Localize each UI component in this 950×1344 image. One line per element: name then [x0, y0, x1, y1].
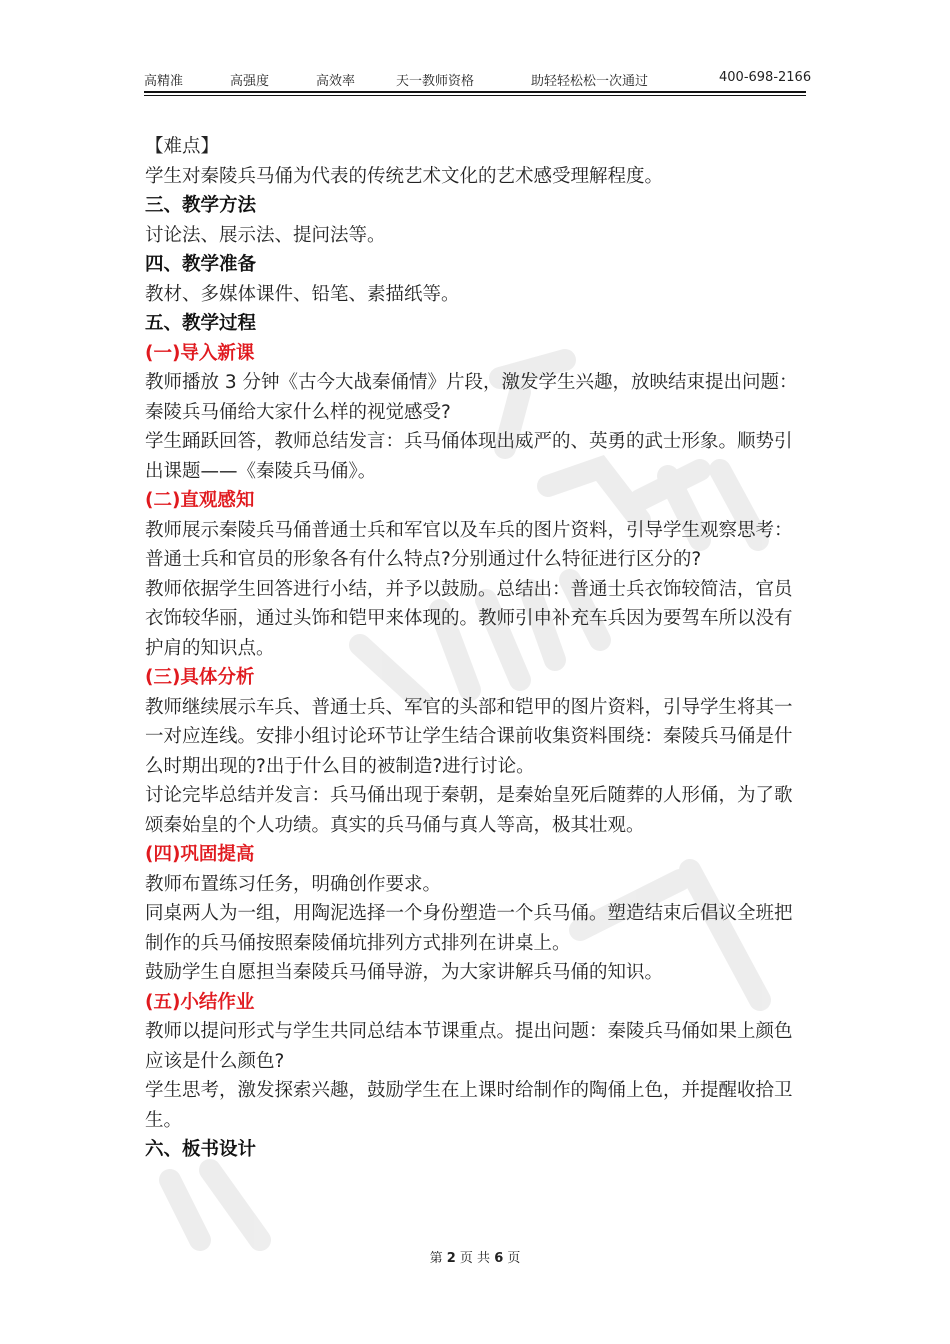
paragraph-line: 鼓励学生自愿担当秦陵兵马俑导游，为大家讲解兵马俑的知识。: [145, 962, 664, 983]
paragraph-line: 学生思考，激发探索兴趣，鼓励学生在上课时给制作的陶俑上色，并提醒收拾卫: [145, 1080, 793, 1101]
paragraph-line: 么时期出现的?出于什么目的被制造?进行讨论。: [145, 755, 535, 777]
section-teaching-prep-text: 教材、多媒体课件、铅笔、素描纸等。: [145, 283, 460, 305]
subsection-perception-title: (二)直观感知: [145, 490, 255, 511]
paragraph-line: 出课题——《秦陵兵马俑》。: [145, 460, 377, 482]
paragraph-line: 教师继续展示车兵、普通士兵、军官的头部和铠甲的图片资料，引导学生将其一: [145, 696, 793, 718]
footer-page-number: 2: [446, 1251, 456, 1266]
paragraph-line: 生。: [145, 1109, 183, 1131]
paragraph-line: 讨论完毕总结并发言：兵马俑出现于秦朝，是秦始皇死后随葬的人形俑，为了歌: [145, 785, 793, 806]
paragraph-line: 颂秦始皇的个人功绩。真实的兵马俑与真人等高，极其壮观。: [145, 814, 645, 836]
section-board-design-title: 六、板书设计: [145, 1139, 257, 1160]
difficulty-label: 【难点】: [145, 136, 220, 157]
paragraph-line: 一对应连线。安排小组讨论环节让学生结合课前收集资料围绕：秦陵兵马俑是什: [145, 726, 793, 747]
paragraph-line: 教师播放 3 分钟《古今大战秦俑情》片段，激发学生兴趣，放映结束提出问题：: [145, 372, 798, 393]
section-teaching-methods-title: 三、教学方法: [145, 195, 257, 216]
subsection-consolidation-title: (四)巩固提高: [145, 844, 255, 865]
paragraph-line: 学生踊跃回答，教师总结发言：兵马俑体现出威严的、英勇的武士形象。顺势引: [145, 431, 793, 452]
page-footer: [0, 1247, 950, 1266]
header-item-precision: 高精准: [144, 74, 184, 89]
footer-total-pages: 6: [494, 1251, 504, 1266]
paragraph-line: 衣饰较华丽，通过头饰和铠甲来体现的。教师引申补充车兵因为要驾车所以没有: [145, 608, 793, 629]
section-teaching-prep-title: 四、教学准备: [145, 254, 257, 275]
footer-suffix: 页: [507, 1251, 521, 1266]
header-item-efficiency: 高效率: [316, 74, 356, 89]
paragraph-line: 制作的兵马俑按照秦陵俑坑排列方式排列在讲桌上。: [145, 932, 571, 954]
footer-mid: 页 共: [459, 1251, 491, 1266]
difficulty-text: 学生对秦陵兵马俑为代表的传统艺术文化的艺术感受理解程度。: [145, 165, 664, 187]
header-rule-thin: [144, 95, 806, 96]
paragraph-line: 秦陵兵马俑给大家什么样的视觉感受?: [145, 401, 451, 423]
footer-prefix: 第: [429, 1251, 443, 1266]
paragraph-line: 教师依据学生回答进行小结，并予以鼓励。总结出：普通士兵衣饰较简洁，官员: [145, 578, 793, 600]
header-item-slogan: 助轻轻松松一次通过: [531, 74, 649, 89]
paragraph-line: 应该是什么颜色?: [145, 1050, 285, 1072]
page-header: [144, 68, 812, 90]
header-rule-thick: [144, 91, 806, 93]
paragraph-line: 教师布置练习任务，明确创作要求。: [145, 873, 442, 895]
subsection-summary-title: (五)小结作业: [145, 991, 255, 1013]
header-item-phone: 400-698-2166: [719, 70, 812, 85]
paragraph-line: 教师以提问形式与学生共同总结本节课重点。提出问题：秦陵兵马俑如果上颜色: [145, 1021, 793, 1042]
subsection-intro-title: (一)导入新课: [145, 342, 255, 364]
paragraph-line: 护肩的知识点。: [145, 637, 275, 659]
header-item-brand: 天一教师资格: [396, 74, 475, 89]
document-body: [145, 132, 807, 1165]
section-teaching-process-title: 五、教学过程: [145, 313, 257, 334]
subsection-analysis-title: (三)具体分析: [145, 667, 255, 688]
section-teaching-methods-text: 讨论法、展示法、提问法等。: [145, 224, 386, 246]
paragraph-line: 同桌两人为一组，用陶泥选择一个身份塑造一个兵马俑。塑造结束后倡议全班把: [145, 903, 793, 924]
paragraph-line: 普通士兵和官员的形象各有什么特点?分别通过什么特征进行区分的?: [145, 549, 702, 570]
paragraph-line: 教师展示秦陵兵马俑普通士兵和军官以及车兵的图片资料，引导学生观察思考：: [145, 519, 793, 541]
header-item-intensity: 高强度: [230, 74, 270, 89]
